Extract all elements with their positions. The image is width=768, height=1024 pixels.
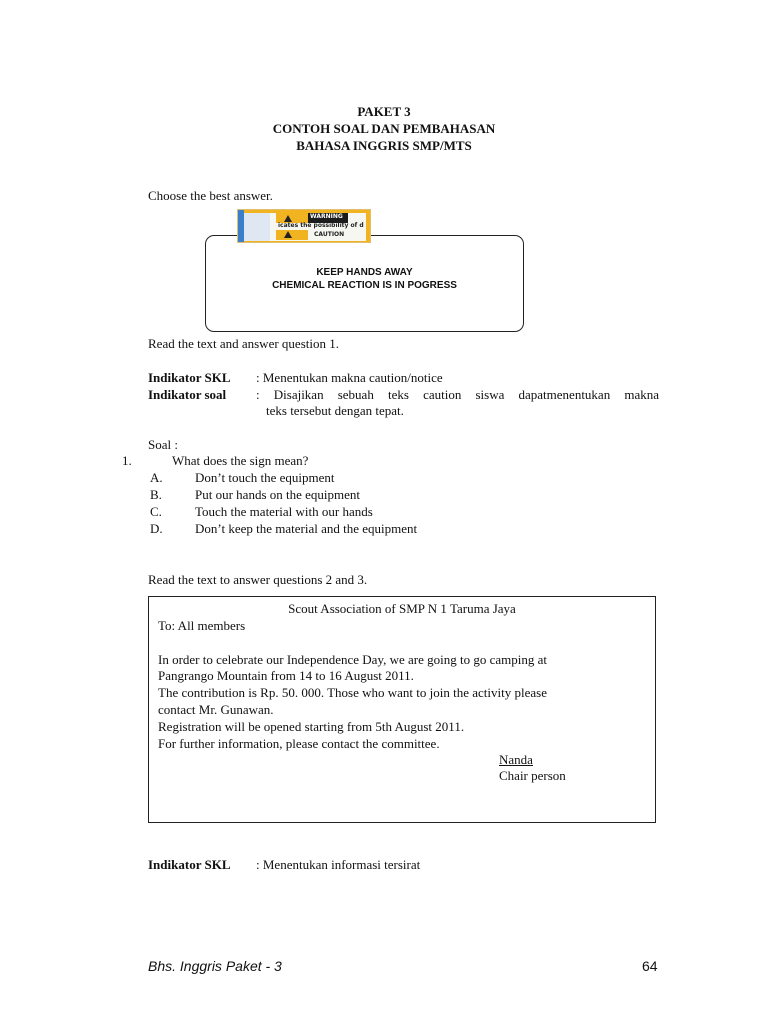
paket-title: PAKET 3 [357, 104, 411, 119]
notice-title: Scout Association of SMP N 1 Taruma Jaya [288, 601, 516, 616]
instruction-text: Choose the best answer. [148, 188, 273, 203]
indikator-skl-label-2: Indikator SKL [148, 857, 231, 872]
indikator-soal-value: : Disajikan sebuah teks caution siswa dapatmenentukan makna [256, 387, 659, 402]
document-subtitle: BAHASA INGGRIS SMP/MTS [296, 138, 472, 153]
document-title: CONTOH SOAL DAN PEMBAHASAN [272, 121, 496, 136]
option-text: Don’t touch the equipment [195, 470, 335, 485]
option-letter: D. [150, 521, 163, 536]
notice-recipient: To: All members [158, 618, 246, 633]
warning-label: WARNING [310, 213, 343, 220]
notice-body-line: Registration will be opened starting from 5th August 2011. [158, 719, 465, 734]
question-text: What does the sign mean? [172, 453, 309, 468]
option-text: Put our hands on the equipment [195, 487, 361, 502]
indikator-soal-label: Indikator soal [148, 387, 227, 402]
indikator-skl-value: : Menentukan makna caution/notice [256, 370, 443, 385]
notice-body-line: contact Mr. Gunawan. [158, 702, 274, 717]
read-instruction-2: Read the text to answer questions 2 and 3. [148, 572, 368, 587]
notice-body-line: For further information, please contact the committee. [158, 736, 440, 751]
footer-title: Bhs. Inggris Paket - 3 [148, 958, 282, 974]
sign-line-2: CHEMICAL REACTION IS IN POGRESS [272, 280, 457, 291]
option-text: Don’t keep the material and the equipment [195, 521, 418, 536]
read-instruction-1: Read the text and answer question 1. [148, 336, 339, 351]
sign-line-1: KEEP HANDS AWAY [316, 267, 413, 278]
caution-label: CAUTION [314, 231, 345, 238]
question-number: 1. [122, 453, 132, 468]
notice-body-line: Pangrango Mountain from 14 to 16 August 2011. [158, 668, 414, 683]
soal-label: Soal : [148, 437, 178, 452]
option-letter: A. [150, 470, 163, 485]
indikator-skl-value-2: : Menentukan informasi tersirat [256, 857, 421, 872]
option-letter: B. [150, 487, 162, 502]
notice-signer: Nanda [499, 752, 533, 767]
option-letter: C. [150, 504, 162, 519]
notice-signer-role: Chair person [499, 768, 566, 783]
notice-body-line: The contribution is Rp. 50. 000. Those who want to join the activity please [158, 685, 547, 700]
warning-sign-image [237, 209, 371, 243]
indikator-soal-value-cont: teks tersebut dengan tepat. [266, 403, 404, 418]
notice-body-line: In order to celebrate our Independence Day, we are going to go camping at [158, 652, 547, 667]
page-number: 64 [642, 958, 658, 974]
indikator-skl-label: Indikator SKL [148, 370, 231, 385]
warning-subtext: icates the possibility of d [278, 222, 364, 229]
option-text: Touch the material with our hands [195, 504, 373, 519]
